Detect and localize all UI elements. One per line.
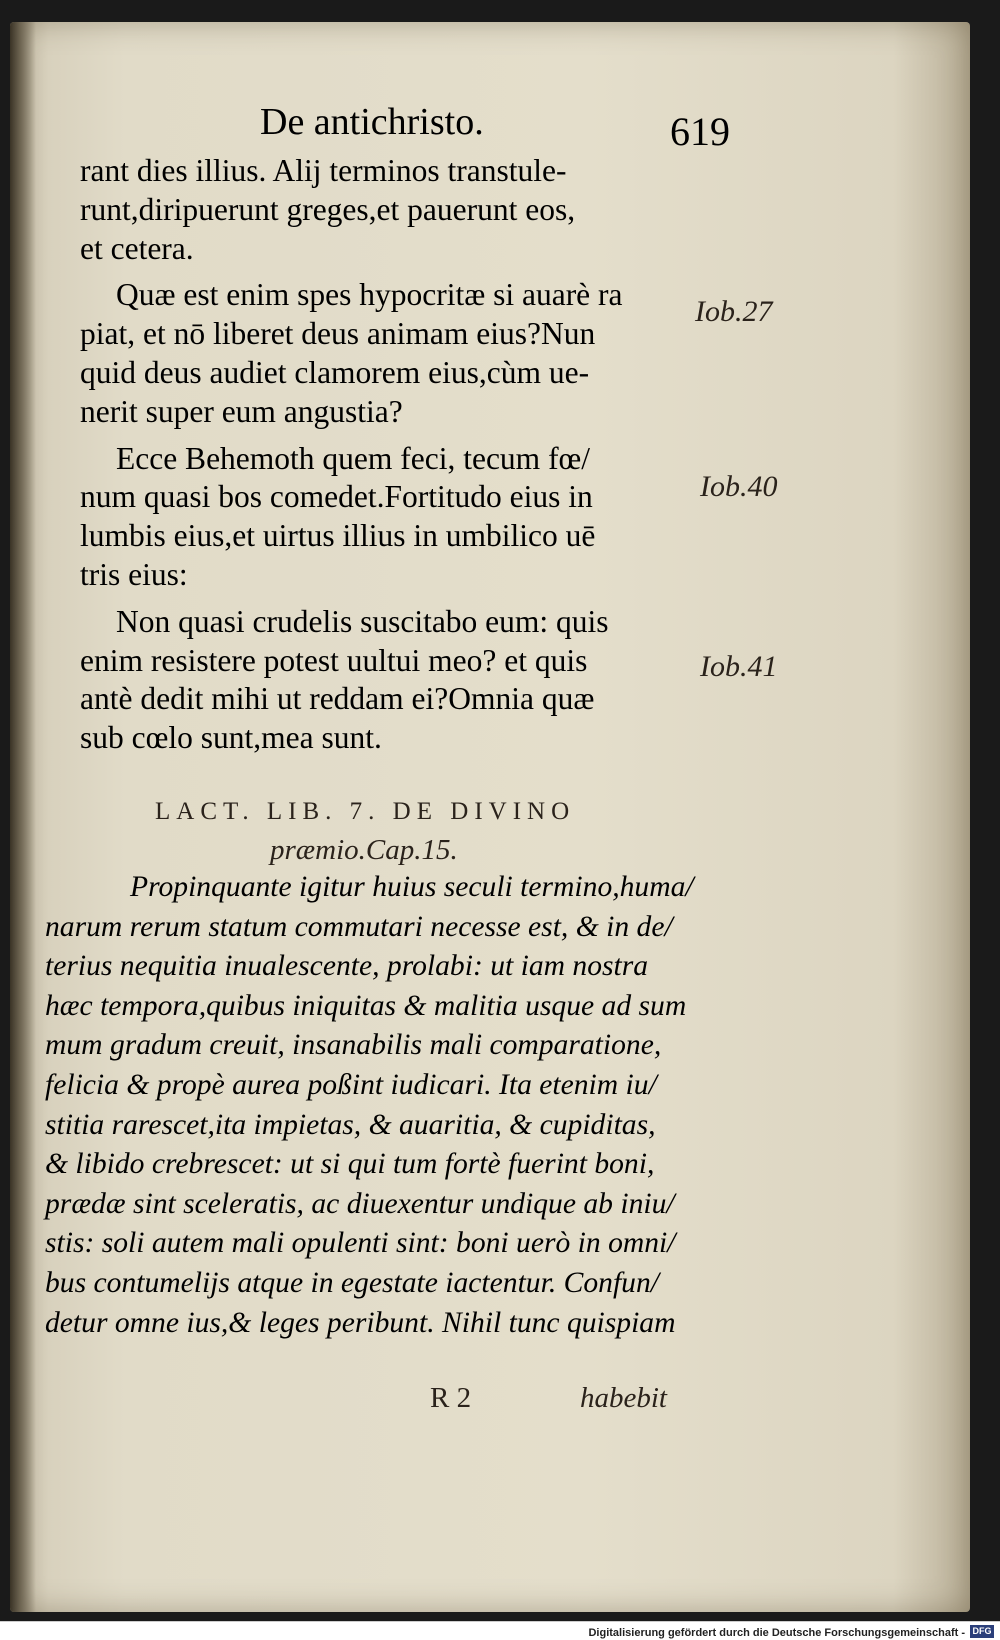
catchword: habebit	[580, 1382, 667, 1414]
text-line: sub cœlo sunt,mea sunt.	[80, 720, 382, 756]
section-caption	[155, 798, 655, 867]
dfg-logo-icon: DFG	[970, 1625, 994, 1638]
text-line: nerit super eum angustia?	[80, 393, 403, 429]
signature-mark: R 2	[430, 1382, 472, 1414]
text-line: antè dedit mihi ut reddam ei?Omnia quæ	[80, 681, 595, 717]
italic-text-line: narum rerum statum commutari necesse est, & in de/	[45, 910, 673, 943]
italic-text-line: stis: soli autem mali opulenti sint: boni uerò in omni/	[45, 1227, 676, 1260]
footer-bar	[0, 1621, 1000, 1640]
text-line: Quæ est enim spes hypocritæ si auarè ra	[116, 277, 623, 313]
margin-note: Iob.27	[695, 295, 773, 328]
text-line: enim resistere potest uultui meo? et quis	[80, 642, 588, 678]
text-line: lumbis eius,et uirtus illius in umbilico uē	[80, 518, 596, 554]
italic-text-line: prædæ sint sceleratis, ac diuexentur undique ab iniu/	[45, 1187, 675, 1220]
italic-text-block	[45, 868, 695, 1343]
text-line: piat, et nō liberet deus animam eius?Nun	[80, 316, 596, 352]
italic-text-line: & libido crebrescet: ut si qui tum fortè fuerint boni,	[45, 1148, 655, 1181]
text-line: Ecce Behemoth quem feci, tecum fœ/	[116, 440, 591, 476]
running-title: De antichristo.	[260, 101, 484, 143]
italic-text-line: mum gradum creuit, insanabilis mali comparatione,	[45, 1029, 662, 1062]
text-line: quid deus audiet clamorem eius,cùm ue-	[80, 354, 590, 390]
folio-number: 619	[670, 109, 730, 154]
text-line: rant dies illius. Alij terminos transtule-	[80, 153, 567, 188]
funding-credit: Digitalisierung gefördert durch die Deutsche Forschungsgemeinschaft -	[588, 1627, 965, 1639]
margin-note: Iob.41	[700, 650, 778, 683]
italic-text-line: stitia rarescet,ita impietas, & auaritia, & cupiditas,	[45, 1108, 656, 1141]
italic-text-line: bus contumelijs atque in egestate iactentur. Confun/	[45, 1266, 659, 1299]
paragraph-gap	[80, 432, 720, 440]
text-line: num quasi bos comedet.Fortitudo eius in	[80, 479, 593, 515]
caption-line-2: præmio.Cap.15.	[270, 834, 458, 866]
paragraph-gap	[80, 595, 720, 603]
italic-text-line: detur omne ius,& leges peribunt. Nihil tunc quispiam	[45, 1306, 676, 1339]
text-line: runt,diripuerunt greges,et pauerunt eos,	[80, 191, 576, 227]
italic-text-line: Propinquante igitur huius seculi termino,huma/	[130, 871, 694, 903]
running-header	[260, 100, 730, 154]
margin-note: Iob.40	[700, 470, 778, 503]
italic-text-line: hæc tempora,quibus iniquitas & malitia usque ad sum	[45, 989, 687, 1022]
italic-text-line: terius nequitia inualescente, prolabi: ut iam nostra	[45, 950, 649, 983]
page-gutter-shadow	[10, 22, 36, 1612]
text-line: et cetera.	[80, 230, 194, 266]
italic-text-line: felicia & propè aurea poßint iudicari. Ita etenim iu/	[45, 1068, 657, 1101]
text-line: Non quasi crudelis suscitabo eum: quis	[116, 603, 609, 639]
roman-text-block	[80, 152, 720, 758]
paragraph-gap	[80, 268, 720, 276]
caption-line-1: LACT. LIB. 7. DE DIVINO	[155, 798, 576, 825]
text-line: tris eius:	[80, 556, 188, 592]
